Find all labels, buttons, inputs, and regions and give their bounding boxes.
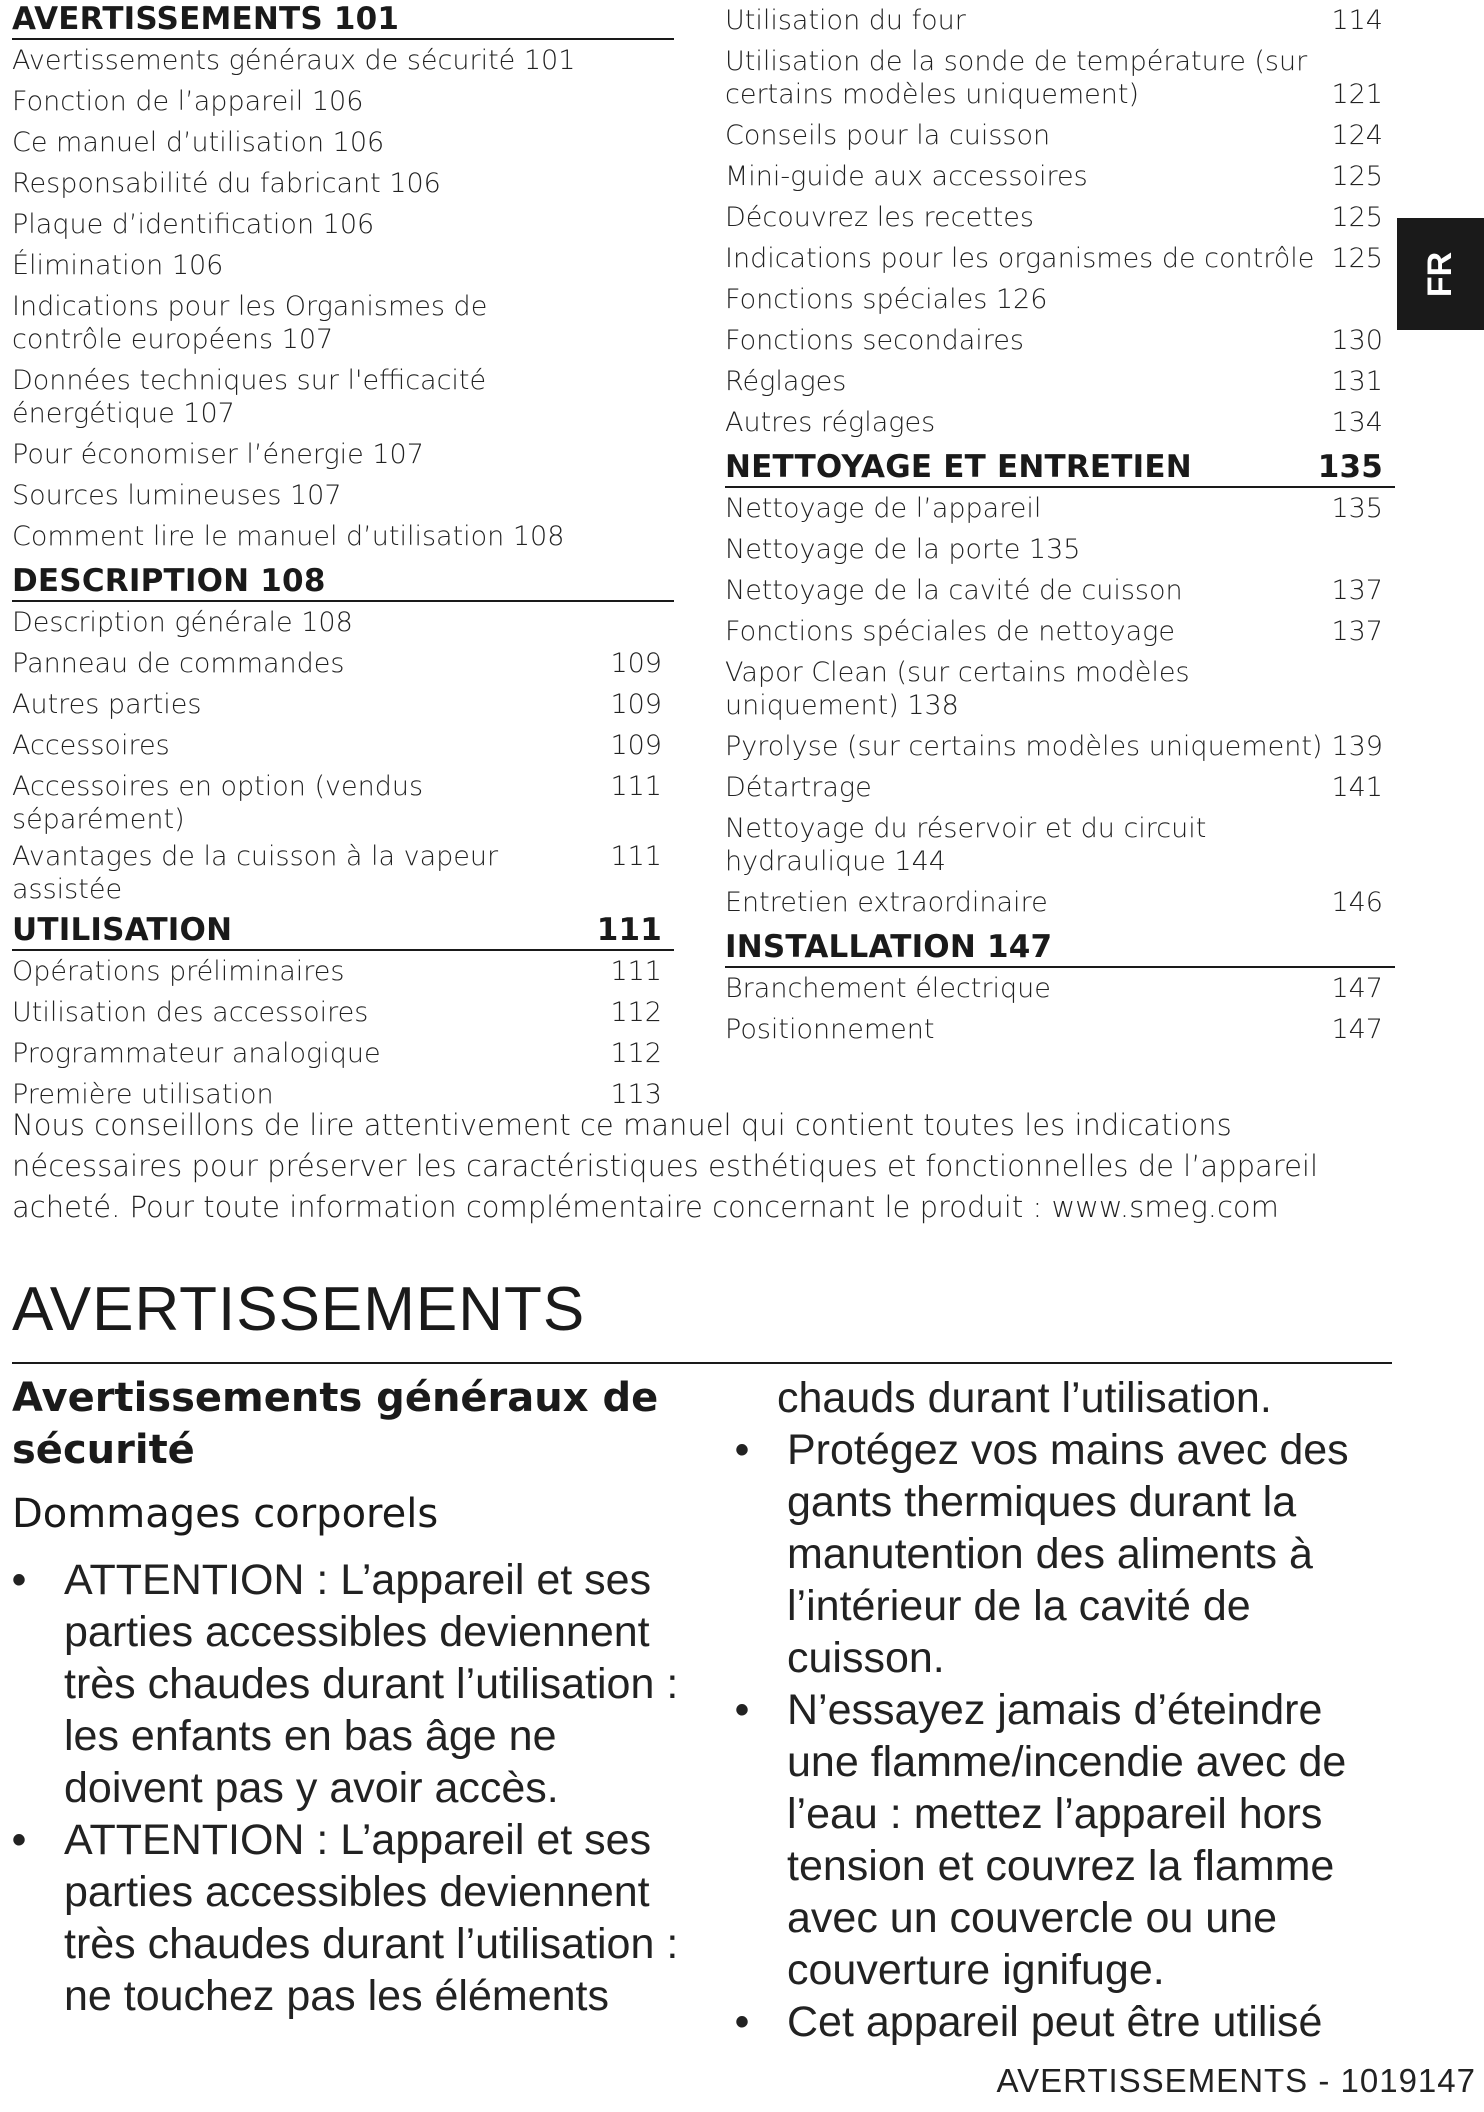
toc-item-page <box>602 356 674 360</box>
toc-item <box>12 434 674 475</box>
toc-item-page: 137 <box>1331 575 1383 606</box>
toc-section-heading <box>725 928 1395 968</box>
toc-item-list <box>725 488 1395 923</box>
toc-section <box>725 928 1395 1050</box>
toc-item <box>725 402 1395 443</box>
safety-bullet: • ATTENTION : L’appareil et ses parties accessibles deviennent très chaudes durant l’utilisation : ne touchez pas les éléments <box>12 1814 692 2022</box>
toc-item-list <box>12 951 674 1115</box>
toc-item-page <box>1323 722 1395 726</box>
toc-item-page: 111 <box>610 771 662 802</box>
language-tab <box>1397 218 1484 330</box>
toc-item-page: 113 <box>610 1079 662 1110</box>
toc-item <box>725 279 1395 320</box>
toc-item-title: Opérations préliminaires <box>12 956 345 987</box>
safety-bullet: • ATTENTION : L’appareil et ses parties accessibles deviennent très chaudes durant l’utilisation : les enfants en bas âge ne doivent pas y avoir accès. <box>12 1554 692 1814</box>
intro-paragraph: Nous conseillons de lire attentivement ce manuel qui contient toutes les indications nécessaires pour préserver les caractéristiques esthétiques et fonctionnelles de l’appareil acheté. Pour toute information complémentaire concernant le produit : www.smeg.com <box>12 1108 1319 1224</box>
toc-sections-right <box>725 448 1395 1050</box>
toc-item-title: Utilisation de la sonde de température (sur certains modèles uniquement) <box>725 46 1308 110</box>
toc-item <box>725 41 1395 115</box>
toc-item-page: 130 <box>1331 325 1383 356</box>
safety-bullet: • N’essayez jamais d’éteindre une flamme/incendie avec de l’eau : mettez l’appareil hors tension et couvrez la flamme avec un couvercle ou une couverture ignifuge. <box>735 1684 1395 1996</box>
toc-item <box>725 197 1395 238</box>
toc-section-page: 135 <box>1317 449 1383 485</box>
toc-item-page: 125 <box>1331 202 1383 233</box>
toc-item <box>12 725 674 766</box>
toc-item-title: Fonctions spéciales de nettoyage <box>725 616 1175 647</box>
toc-item <box>12 951 674 992</box>
toc-item-page <box>1323 878 1395 882</box>
toc-item-page: 114 <box>1331 5 1383 36</box>
toc-item-page: 147 <box>1331 1014 1383 1045</box>
toc-item-title: Entretien extraordinaire <box>725 887 1048 918</box>
toc-item <box>12 286 674 360</box>
toc-section-title: AVERTISSEMENTS 101 <box>12 1 400 37</box>
toc-item-page: 109 <box>610 730 662 761</box>
toc-item-page: 124 <box>1331 120 1383 151</box>
toc-item-title: Responsabilité du fabricant 106 <box>12 168 441 199</box>
toc-item <box>725 1009 1395 1050</box>
toc-item-title: Indications pour les Organismes de contrôle européens 107 <box>12 291 488 355</box>
toc-section-title: NETTOYAGE ET ENTRETIEN <box>725 449 1192 485</box>
toc-item-title: Branchement électrique <box>725 973 1051 1004</box>
toc-left-column <box>12 0 674 1115</box>
toc-item-list <box>12 40 674 557</box>
toc-section-heading <box>12 911 674 951</box>
toc-right-column <box>725 0 1395 1050</box>
toc-item-page: 111 <box>610 841 662 872</box>
toc-item-page: 125 <box>1331 243 1383 274</box>
safety-continuation: chauds durant l’utilisation. <box>777 1374 1272 1422</box>
toc-item-title: Nettoyage de la porte 135 <box>725 534 1081 565</box>
page-title: AVERTISSEMENTS <box>12 1270 1392 1364</box>
toc-item <box>725 488 1395 529</box>
toc-item-title: Découvrez les recettes <box>725 202 1034 233</box>
toc-item-title: Plaque d’identification 106 <box>12 209 375 240</box>
toc-item <box>12 360 674 434</box>
toc-item <box>12 163 674 204</box>
safety-bullet: • Protégez vos mains avec des gants thermiques durant la manutention des aliments à l’intérieur de la cavité de cuisson. <box>735 1424 1395 1684</box>
toc-item-page: 131 <box>1331 366 1383 397</box>
toc-item-title: Ce manuel d’utilisation 106 <box>12 127 385 158</box>
toc-item-title: Panneau de commandes <box>12 648 345 679</box>
toc-item <box>725 726 1395 767</box>
toc-item <box>12 1033 674 1074</box>
toc-item-title: Nettoyage de l’appareil <box>725 493 1042 524</box>
safety-bullet-list-left <box>12 1554 692 2022</box>
toc-item-page <box>602 430 674 434</box>
toc-item-list <box>725 968 1395 1050</box>
toc-item-page: 135 <box>1331 493 1383 524</box>
toc-item-title: Vapor Clean (sur certains modèles uniquement) 138 <box>725 657 1190 721</box>
toc-item-title: Détartrage <box>725 772 872 803</box>
toc-section <box>12 911 674 1115</box>
language-tab-label: FR <box>1420 251 1459 297</box>
toc-item <box>12 836 674 906</box>
toc-item <box>725 0 1395 41</box>
toc-item-title: Autres parties <box>12 689 202 720</box>
toc-item-page: 134 <box>1331 407 1383 438</box>
toc-item-title: Positionnement <box>725 1014 935 1045</box>
toc-item <box>12 40 674 81</box>
toc-item <box>12 992 674 1033</box>
toc-item <box>725 115 1395 156</box>
toc-item-title: Fonctions spéciales 126 <box>725 284 1048 315</box>
toc-item-page: 141 <box>1331 772 1383 803</box>
toc-item-page: 109 <box>610 689 662 720</box>
toc-item <box>12 475 674 516</box>
toc-item-title: Utilisation des accessoires <box>12 997 369 1028</box>
toc-item <box>725 238 1395 279</box>
toc-item <box>12 122 674 163</box>
toc-item-title: Accessoires <box>12 730 170 761</box>
toc-item <box>12 602 674 643</box>
toc-item <box>725 968 1395 1009</box>
toc-item-title: Première utilisation <box>12 1079 274 1110</box>
toc-item-page: 125 <box>1331 161 1383 192</box>
toc-item-title: Accessoires en option (vendus séparément) <box>12 771 424 835</box>
toc-item <box>725 652 1395 726</box>
toc-item <box>725 570 1395 611</box>
toc-item-title: Pyrolyse (sur certains modèles uniquement) <box>725 731 1323 762</box>
toc-section-heading <box>12 562 674 602</box>
toc-item-page: 112 <box>610 997 662 1028</box>
toc-item <box>12 766 674 836</box>
safety-heading: Avertissements généraux de sécurité <box>12 1375 659 1473</box>
toc-section <box>725 448 1395 923</box>
toc-item <box>725 529 1395 570</box>
toc-item-page: 137 <box>1331 616 1383 647</box>
toc-item-title: Élimination 106 <box>12 250 224 281</box>
toc-item-title: Programmateur analogique <box>12 1038 381 1069</box>
toc-item-page: 139 <box>1331 731 1383 762</box>
toc-item-title: Données techniques sur l'efficacité énergétique 107 <box>12 365 487 429</box>
toc-item-title: Nettoyage de la cavité de cuisson <box>725 575 1183 606</box>
toc-item-list <box>725 0 1395 443</box>
toc-item-list <box>12 602 674 906</box>
toc-item <box>725 767 1395 808</box>
toc-item-title: Avertissements généraux de sécurité 101 <box>12 45 576 76</box>
toc-section-heading <box>725 448 1395 488</box>
toc-item-page: 111 <box>610 956 662 987</box>
toc-item <box>725 611 1395 652</box>
toc-item-title: Utilisation du four <box>725 5 966 36</box>
toc-item <box>12 684 674 725</box>
toc-section-title: INSTALLATION 147 <box>725 929 1053 965</box>
toc-item <box>12 516 674 557</box>
toc-item-title: Description générale 108 <box>12 607 353 638</box>
safety-bullet: • Cet appareil peut être utilisé <box>735 1996 1395 2048</box>
safety-subheading: Dommages corporels <box>12 1491 439 1537</box>
toc-item-page: 121 <box>1331 79 1383 110</box>
toc-item-page: 112 <box>610 1038 662 1069</box>
toc-item <box>725 156 1395 197</box>
toc-item-title: Avantages de la cuisson à la vapeur assistée <box>12 841 499 905</box>
toc-item <box>12 204 674 245</box>
toc-section <box>12 562 674 906</box>
toc-item-page: 146 <box>1331 887 1383 918</box>
toc-item-title: Réglages <box>725 366 847 397</box>
toc-item <box>12 245 674 286</box>
toc-item <box>725 808 1395 882</box>
page-footer: AVERTISSEMENTS - 1019147 <box>996 2062 1476 2099</box>
toc-section <box>12 0 674 557</box>
toc-item <box>12 81 674 122</box>
toc-item <box>12 643 674 684</box>
toc-section-title: UTILISATION <box>12 912 233 948</box>
toc-item <box>725 882 1395 923</box>
toc-item-title: Mini-guide aux accessoires <box>725 161 1088 192</box>
toc-item-title: Conseils pour la cuisson <box>725 120 1051 151</box>
safety-column-left <box>12 1372 692 2022</box>
toc-item-title: Indications pour les organismes de contrôle <box>725 243 1315 274</box>
safety-column-right <box>735 1372 1395 2048</box>
safety-bullet-list-right <box>735 1424 1395 2048</box>
toc-item-page: 147 <box>1331 973 1383 1004</box>
toc-item <box>725 361 1395 402</box>
toc-item <box>725 320 1395 361</box>
toc-section-title: DESCRIPTION 108 <box>12 563 326 599</box>
toc-item-title: Nettoyage du réservoir et du circuit hydraulique 144 <box>725 813 1207 877</box>
toc-item-title: Comment lire le manuel d’utilisation 108 <box>12 521 565 552</box>
toc-item-title: Fonction de l’appareil 106 <box>12 86 364 117</box>
toc-item-title: Autres réglages <box>725 407 936 438</box>
toc-item-title: Fonctions secondaires <box>725 325 1024 356</box>
toc-section-heading <box>12 0 674 40</box>
toc-item-page: 109 <box>610 648 662 679</box>
toc-item-title: Sources lumineuses 107 <box>12 480 342 511</box>
toc-section-page: 111 <box>596 912 662 948</box>
toc-item-title: Pour économiser l’énergie 107 <box>12 439 424 470</box>
